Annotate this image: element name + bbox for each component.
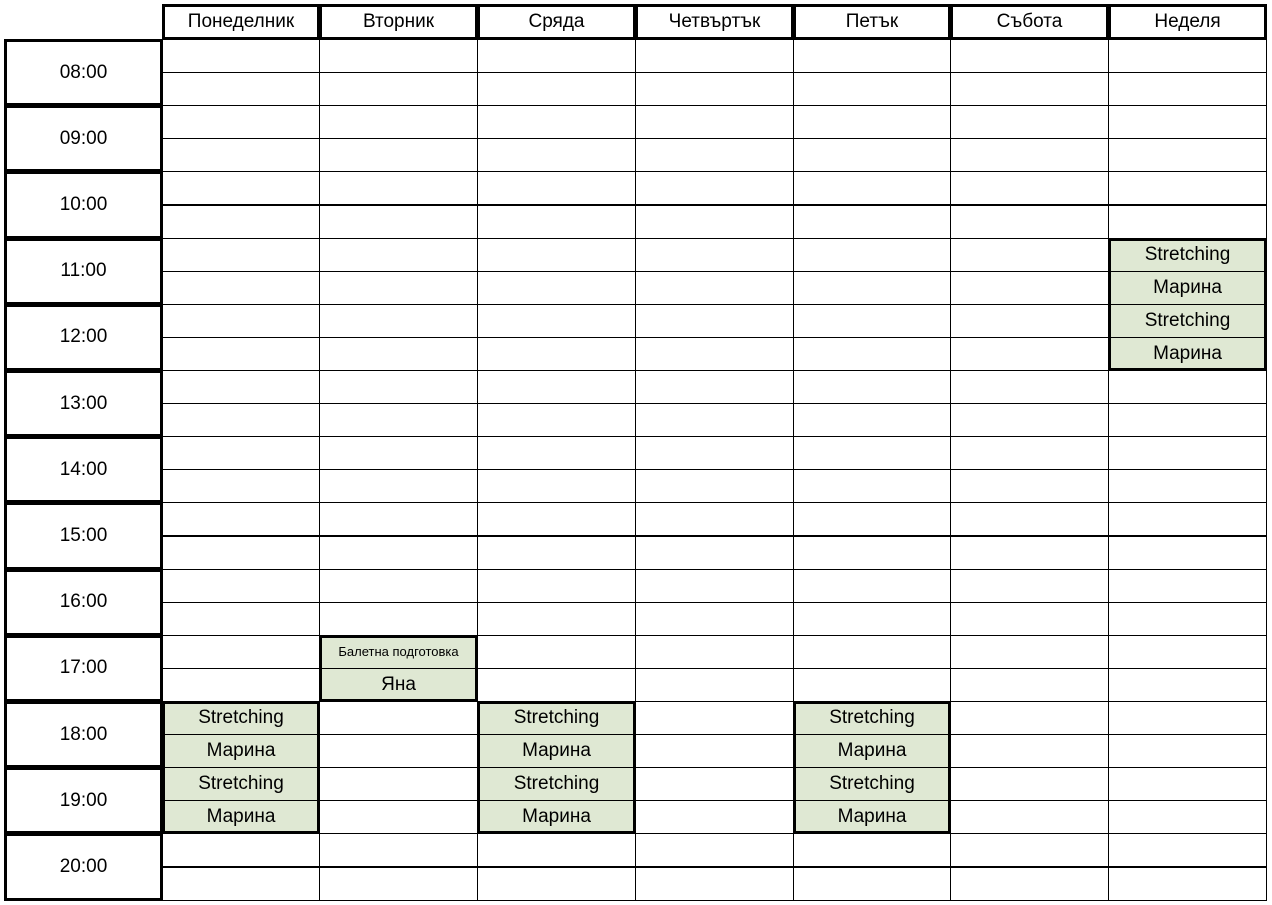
schedule-cell[interactable] [1108, 436, 1267, 470]
event-class-name[interactable]: Stretching [793, 767, 951, 801]
schedule-cell[interactable] [635, 668, 794, 702]
schedule-cell[interactable] [477, 72, 636, 106]
schedule-cell[interactable] [319, 304, 478, 338]
schedule-cell[interactable] [793, 370, 951, 404]
event-class-name[interactable]: Stretching [162, 767, 320, 801]
schedule-cell[interactable] [319, 337, 478, 371]
schedule-cell[interactable] [319, 205, 478, 239]
event-instructor[interactable]: Яна [319, 668, 478, 702]
schedule-cell[interactable] [162, 72, 320, 106]
schedule-cell[interactable] [950, 271, 1109, 305]
schedule-cell[interactable] [477, 403, 636, 437]
schedule-cell[interactable] [477, 271, 636, 305]
schedule-cell[interactable] [950, 105, 1109, 139]
time-label: 18:00 [4, 701, 163, 768]
schedule-cell[interactable] [635, 403, 794, 437]
schedule-cell[interactable] [1108, 734, 1267, 768]
schedule-cell[interactable] [950, 569, 1109, 603]
schedule-cell[interactable] [477, 536, 636, 570]
schedule-cell[interactable] [793, 171, 951, 205]
schedule-cell[interactable] [635, 205, 794, 239]
schedule-cell[interactable] [635, 271, 794, 305]
time-label: 10:00 [4, 171, 163, 238]
schedule-cell[interactable] [635, 337, 794, 371]
time-label: 08:00 [4, 39, 163, 106]
schedule-cell[interactable] [950, 635, 1109, 669]
schedule-cell[interactable] [1108, 767, 1267, 801]
schedule-cell[interactable] [793, 238, 951, 272]
schedule-cell[interactable] [162, 833, 320, 867]
schedule-cell[interactable] [635, 469, 794, 503]
schedule-cell[interactable] [162, 436, 320, 470]
schedule-cell[interactable] [162, 304, 320, 338]
schedule-cell[interactable] [162, 171, 320, 205]
schedule-cell[interactable] [635, 867, 794, 901]
schedule-cell[interactable] [793, 469, 951, 503]
schedule-cell[interactable] [793, 105, 951, 139]
event-class-name[interactable]: Stretching [793, 701, 951, 735]
day-header: Петък [793, 4, 951, 40]
event-instructor[interactable]: Марина [1108, 337, 1267, 371]
schedule-cell[interactable] [477, 635, 636, 669]
schedule-cell[interactable] [477, 205, 636, 239]
schedule-cell[interactable] [635, 701, 794, 735]
schedule-cell[interactable] [162, 569, 320, 603]
schedule-cell[interactable] [319, 502, 478, 536]
schedule-cell[interactable] [635, 370, 794, 404]
schedule-cell[interactable] [319, 238, 478, 272]
schedule-cell[interactable] [793, 271, 951, 305]
schedule-cell[interactable] [477, 337, 636, 371]
day-header: Сряда [477, 4, 636, 40]
schedule-cell[interactable] [319, 39, 478, 73]
schedule-cell[interactable] [162, 337, 320, 371]
schedule-cell[interactable] [950, 205, 1109, 239]
schedule-cell[interactable] [635, 502, 794, 536]
schedule-cell[interactable] [477, 502, 636, 536]
schedule-cell[interactable] [793, 635, 951, 669]
schedule-cell[interactable] [162, 469, 320, 503]
schedule-cell[interactable] [1108, 39, 1267, 73]
day-header: Неделя [1108, 4, 1267, 40]
schedule-cell[interactable] [635, 72, 794, 106]
schedule-cell[interactable] [635, 602, 794, 636]
schedule-cell[interactable] [1108, 668, 1267, 702]
event-class-name[interactable]: Stretching [1108, 238, 1267, 272]
schedule-cell[interactable] [162, 668, 320, 702]
schedule-cell[interactable] [477, 668, 636, 702]
schedule-cell[interactable] [162, 635, 320, 669]
schedule-cell[interactable] [477, 469, 636, 503]
schedule-cell[interactable] [635, 105, 794, 139]
schedule-cell[interactable] [1108, 205, 1267, 239]
schedule-cell[interactable] [635, 304, 794, 338]
schedule-cell[interactable] [319, 105, 478, 139]
schedule-cell[interactable] [477, 171, 636, 205]
schedule-cell[interactable] [1108, 105, 1267, 139]
schedule-cell[interactable] [635, 238, 794, 272]
schedule-cell[interactable] [477, 370, 636, 404]
time-label: 17:00 [4, 635, 163, 702]
schedule-cell[interactable] [635, 734, 794, 768]
schedule-cell[interactable] [793, 205, 951, 239]
schedule-cell[interactable] [1108, 800, 1267, 834]
schedule-cell[interactable] [950, 502, 1109, 536]
schedule-cell[interactable] [162, 403, 320, 437]
event-class-name[interactable]: Stretching [477, 701, 636, 735]
schedule-cell[interactable] [1108, 72, 1267, 106]
schedule-cell[interactable] [319, 833, 478, 867]
time-label: 13:00 [4, 370, 163, 437]
schedule-cell[interactable] [793, 304, 951, 338]
schedule-cell[interactable] [319, 734, 478, 768]
time-label: 16:00 [4, 569, 163, 636]
schedule-cell[interactable] [319, 72, 478, 106]
schedule-cell[interactable] [1108, 635, 1267, 669]
schedule-cell[interactable] [1108, 833, 1267, 867]
schedule-cell[interactable] [793, 502, 951, 536]
schedule-cell[interactable] [162, 370, 320, 404]
schedule-cell[interactable] [1108, 569, 1267, 603]
schedule-cell[interactable] [162, 602, 320, 636]
schedule-cell[interactable] [950, 138, 1109, 172]
schedule-cell[interactable] [793, 833, 951, 867]
schedule-cell[interactable] [162, 39, 320, 73]
schedule-cell[interactable] [477, 105, 636, 139]
event-instructor[interactable]: Марина [1108, 271, 1267, 305]
schedule-cell[interactable] [950, 370, 1109, 404]
schedule-cell[interactable] [793, 138, 951, 172]
schedule-cell[interactable] [162, 238, 320, 272]
schedule-cell[interactable] [635, 767, 794, 801]
schedule-cell[interactable] [1108, 469, 1267, 503]
schedule-cell[interactable] [1108, 370, 1267, 404]
schedule-cell[interactable] [477, 833, 636, 867]
schedule-cell[interactable] [477, 867, 636, 901]
schedule-cell[interactable] [635, 569, 794, 603]
schedule-cell[interactable] [319, 370, 478, 404]
schedule-cell[interactable] [477, 602, 636, 636]
schedule-cell[interactable] [950, 602, 1109, 636]
schedule-cell[interactable] [793, 403, 951, 437]
schedule-cell[interactable] [950, 171, 1109, 205]
event-instructor[interactable]: Марина [793, 734, 951, 768]
time-label: 15:00 [4, 502, 163, 569]
schedule-cell[interactable] [950, 403, 1109, 437]
schedule-cell[interactable] [950, 867, 1109, 901]
schedule-cell[interactable] [635, 635, 794, 669]
schedule-cell[interactable] [477, 138, 636, 172]
event-class-name[interactable]: Stretching [162, 701, 320, 735]
schedule-cell[interactable] [162, 502, 320, 536]
schedule-cell[interactable] [319, 536, 478, 570]
schedule-cell[interactable] [950, 734, 1109, 768]
time-label: 09:00 [4, 105, 163, 172]
schedule-cell[interactable] [793, 536, 951, 570]
schedule-cell[interactable] [162, 138, 320, 172]
schedule-cell[interactable] [950, 436, 1109, 470]
schedule-cell[interactable] [950, 72, 1109, 106]
day-header: Събота [950, 4, 1109, 40]
schedule-cell[interactable] [477, 238, 636, 272]
time-label: 12:00 [4, 304, 163, 371]
schedule-cell[interactable] [793, 867, 951, 901]
schedule-cell[interactable] [319, 403, 478, 437]
schedule-cell[interactable] [793, 39, 951, 73]
schedule-cell[interactable] [950, 767, 1109, 801]
time-label: 19:00 [4, 767, 163, 834]
schedule-cell[interactable] [793, 337, 951, 371]
schedule-cell[interactable] [1108, 701, 1267, 735]
event-class-name[interactable]: Балетна подготовка [319, 635, 478, 669]
schedule-cell[interactable] [319, 171, 478, 205]
schedule-cell[interactable] [793, 668, 951, 702]
event-instructor[interactable]: Марина [793, 800, 951, 834]
schedule-cell[interactable] [1108, 138, 1267, 172]
schedule-cell[interactable] [162, 205, 320, 239]
schedule-cell[interactable] [1108, 867, 1267, 901]
schedule-cell[interactable] [477, 39, 636, 73]
schedule-cell[interactable] [635, 800, 794, 834]
schedule-cell[interactable] [950, 469, 1109, 503]
schedule-cell[interactable] [793, 72, 951, 106]
schedule-cell[interactable] [950, 337, 1109, 371]
schedule-cell[interactable] [793, 569, 951, 603]
schedule-cell[interactable] [1108, 536, 1267, 570]
schedule-cell[interactable] [635, 436, 794, 470]
schedule-cell[interactable] [319, 867, 478, 901]
schedule-cell[interactable] [635, 138, 794, 172]
time-label: 11:00 [4, 238, 163, 305]
schedule-cell[interactable] [950, 304, 1109, 338]
schedule-cell[interactable] [950, 668, 1109, 702]
schedule-cell[interactable] [477, 569, 636, 603]
schedule-cell[interactable] [950, 833, 1109, 867]
schedule-cell[interactable] [162, 105, 320, 139]
schedule-cell[interactable] [950, 238, 1109, 272]
schedule-cell[interactable] [1108, 602, 1267, 636]
schedule-cell[interactable] [319, 469, 478, 503]
schedule-cell[interactable] [1108, 502, 1267, 536]
schedule-cell[interactable] [319, 767, 478, 801]
event-class-name[interactable]: Stretching [477, 767, 636, 801]
schedule-cell[interactable] [950, 701, 1109, 735]
schedule-cell[interactable] [319, 701, 478, 735]
schedule-cell[interactable] [1108, 171, 1267, 205]
schedule-cell[interactable] [950, 800, 1109, 834]
schedule-cell[interactable] [950, 39, 1109, 73]
day-header: Вторник [319, 4, 478, 40]
schedule-cell[interactable] [635, 171, 794, 205]
event-instructor[interactable]: Марина [162, 800, 320, 834]
schedule-cell[interactable] [793, 436, 951, 470]
schedule-cell[interactable] [1108, 403, 1267, 437]
day-header: Четвъртък [635, 4, 794, 40]
schedule-cell[interactable] [793, 602, 951, 636]
time-label: 20:00 [4, 833, 163, 900]
schedule-cell[interactable] [319, 138, 478, 172]
schedule-cell[interactable] [162, 867, 320, 901]
day-header: Понеделник [162, 4, 320, 40]
schedule-cell[interactable] [477, 436, 636, 470]
schedule-cell[interactable] [162, 536, 320, 570]
schedule-cell[interactable] [635, 39, 794, 73]
schedule-cell[interactable] [950, 536, 1109, 570]
schedule-cell[interactable] [319, 602, 478, 636]
schedule-cell[interactable] [319, 569, 478, 603]
event-instructor[interactable]: Марина [477, 734, 636, 768]
schedule-cell[interactable] [477, 304, 636, 338]
schedule-cell[interactable] [162, 271, 320, 305]
schedule-cell[interactable] [319, 271, 478, 305]
schedule-cell[interactable] [635, 536, 794, 570]
time-label: 14:00 [4, 436, 163, 503]
event-class-name[interactable]: Stretching [1108, 304, 1267, 338]
event-instructor[interactable]: Марина [477, 800, 636, 834]
schedule-cell[interactable] [635, 833, 794, 867]
schedule-cell[interactable] [319, 800, 478, 834]
event-instructor[interactable]: Марина [162, 734, 320, 768]
schedule-cell[interactable] [319, 436, 478, 470]
